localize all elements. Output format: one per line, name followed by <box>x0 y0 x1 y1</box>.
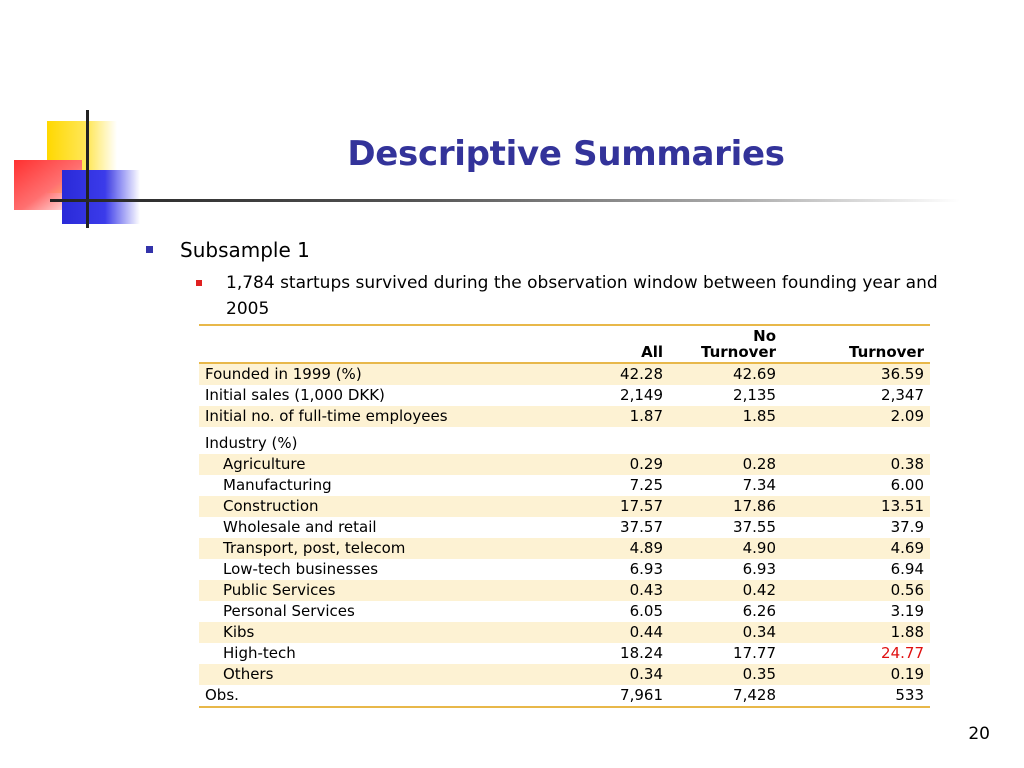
table-row: Initial sales (1,000 DKK) 2,149 2,135 2,347 <box>205 386 924 404</box>
table-row: Low-tech businesses 6.93 6.93 6.94 <box>223 560 924 578</box>
highlighted-value: 24.77 <box>881 644 924 662</box>
table-row: Initial no. of full-time employees 1.87 1.85 2.09 <box>199 406 930 427</box>
table-row: Public Services 0.43 0.42 0.56 <box>199 580 930 601</box>
bullet-level2-text: 1,784 startups survived during the observation window between founding year and 2005 <box>226 273 938 319</box>
table-row: Kibs 0.44 0.34 1.88 <box>199 622 930 643</box>
obs-row: Obs. 7,961 7,428 533 <box>199 685 930 707</box>
summary-table <box>199 324 930 708</box>
table-row: Others 0.34 0.35 0.19 <box>199 664 930 685</box>
header-all: All <box>641 343 663 361</box>
slide-logo-decoration <box>0 0 160 240</box>
table-row: Founded in 1999 (%) 42.28 42.69 36.59 <box>199 363 930 385</box>
header-turnover: Turnover <box>849 343 924 361</box>
table-row: Construction 17.57 17.86 13.51 <box>199 496 930 517</box>
header-no-turnover: No Turnover <box>701 327 776 361</box>
blue-square-decoration <box>62 170 140 224</box>
bullet-level1-text: Subsample 1 <box>180 238 310 262</box>
table-header-row <box>199 325 930 363</box>
title-underline <box>50 199 960 202</box>
header-label <box>199 325 551 363</box>
square-bullet-icon <box>146 246 153 253</box>
small-square-bullet-icon <box>196 280 202 286</box>
table-row: Wholesale and retail 37.57 37.55 37.9 <box>223 518 924 536</box>
table-row: High-tech 18.24 17.77 24.77 <box>199 643 930 664</box>
table-row: Manufacturing 7.25 7.34 6.00 <box>223 476 924 494</box>
vertical-rule-decoration <box>86 110 89 228</box>
industry-heading-row: Industry (%) <box>205 434 298 452</box>
table-row: Personal Services 6.05 6.26 3.19 <box>223 602 924 620</box>
page-number: 20 <box>968 724 990 744</box>
slide-title: Descriptive Summaries <box>347 134 785 174</box>
table-row: Transport, post, telecom 4.89 4.90 4.69 <box>199 538 930 559</box>
table-row: Agriculture 0.29 0.28 0.38 <box>199 454 930 475</box>
